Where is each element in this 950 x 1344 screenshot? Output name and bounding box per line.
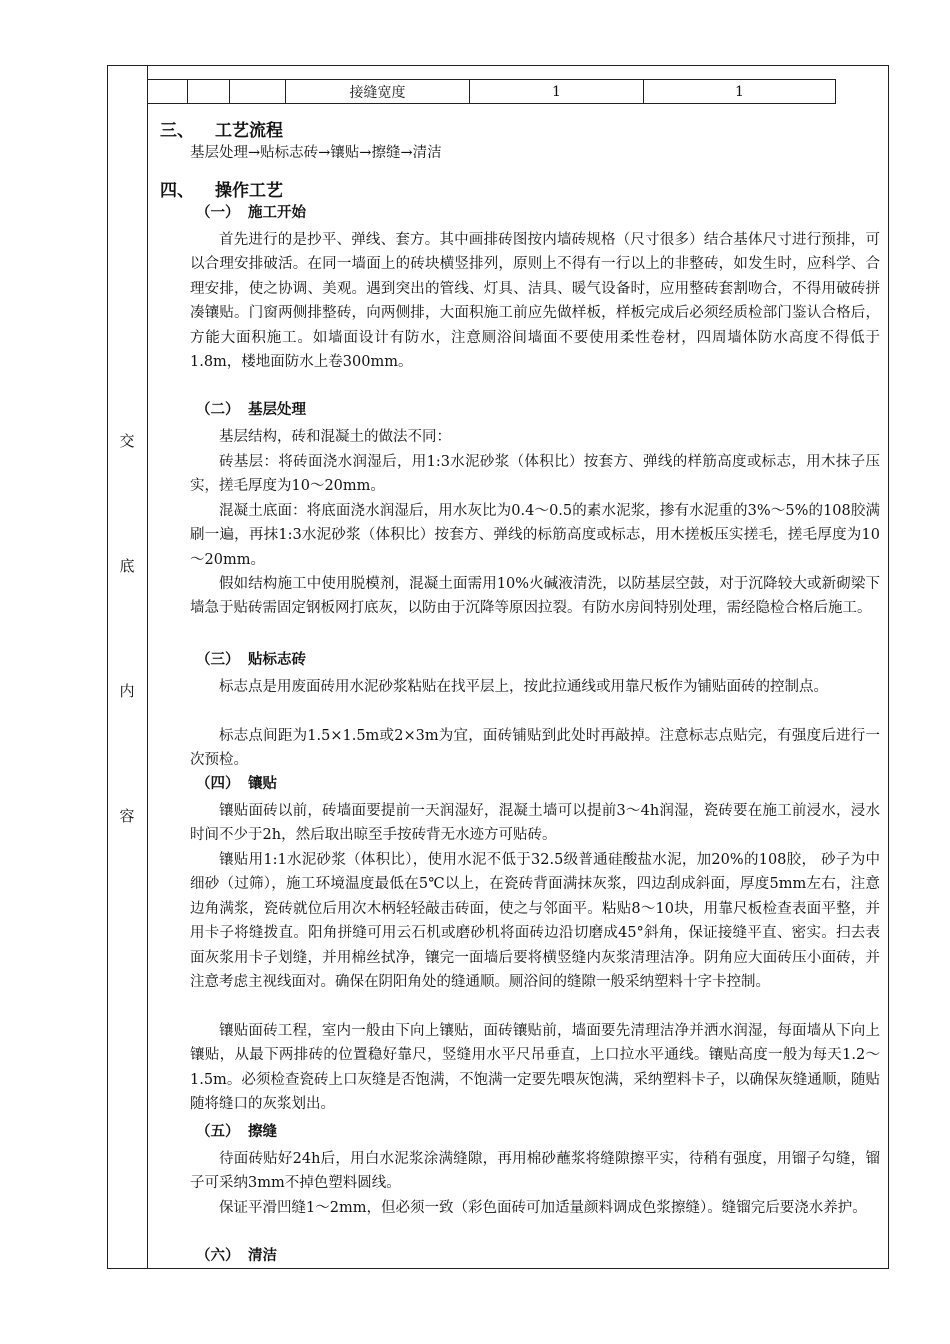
subsection-heading (196, 1120, 277, 1141)
paragraph: 砖基层：将砖面浇水润湿后，用1:3水泥砂浆（体积比）按套方、弹线的样筋高度或标志，用木抹子压实，搓毛厚度为10～20mm。 (190, 453, 880, 494)
paragraph: 标志点间距为1.5×1.5m或2×3m为宜，面砖铺贴到此处时再敲掉。注意标志点贴完，有强度后进行一次预检。 (190, 727, 880, 768)
side-column-divider (147, 65, 148, 1269)
subsection-heading (196, 648, 306, 669)
subsection-title: 镶贴 (248, 776, 277, 792)
side-label-char: 容 (119, 807, 135, 825)
subsection-number: （四） (196, 776, 240, 792)
section-number: 三、 (160, 121, 194, 141)
paragraph: 保证平滑凹缝1～2mm，但必须一致（彩色面砖可加适量颜料调成色浆擦缝）。缝镏完后要浇水养护。 (219, 1199, 867, 1216)
table-cell-value: 1 (470, 80, 644, 104)
paragraph: 基层结构，砖和混凝土的做法不同： (219, 428, 451, 445)
paragraph: 首先进行的是抄平、弹线、套方。其中画排砖图按内墙砖规格（尺寸很多）结合基体尺寸进行预排，可以合理安排破活。在同一墙面上的砖块横竖排列，原则上不得有一行以上的非整砖，如发生时，应科学、合理安排，使之协调、美观。遇到突出的管线、灯具、洁具、暖气设备时，应用整砖套割吻合，不得用破砖拼凑镶贴。门窗两侧排整砖，向两侧排，大面积施工前应先做样板，样板完成后必须经质检部门鉴认合格后，方能大面积施工。如墙面设计有防水，注意厕浴间墙面不要使用柔性卷材，四周墙体防水高度不得低于1.8m，楼地面防水上卷300mm。 (190, 231, 880, 370)
subsection-heading (196, 398, 306, 419)
side-label-char: 内 (119, 682, 135, 700)
section-heading-operation (160, 176, 283, 201)
paragraph: 镶贴面砖工程，室内一般由下向上镶贴，面砖镶贴前，墙面要先清理洁净并洒水润湿，每面墙从下向上镶贴，从最下两排砖的位置稳好靠尺，竖缝用水平尺吊垂直，上口拉水平通线。镶贴高度一般为每天1.2～1.5m。必须检查瓷砖上口灰缝是否饱满，不饱满一定要先喂灰饱满，采纳塑料卡子，以确保灰缝通顺，随贴随将缝口的灰浆划出。 (190, 1022, 880, 1112)
paragraph: 镶贴面砖以前，砖墙面要提前一天润湿好，混凝土墙可以提前3～4h润湿，瓷砖要在施工前浸水，浸水时间不少于2h，然后取出晾至手按砖背无水迹方可贴砖。 (190, 802, 880, 843)
paragraph: 假如结构施工中使用脱模剂，混凝土面需用10%火碱液清洗，以防基层空鼓，对于沉降较大或新砌梁下墙急于贴砖需固定钢板网打底灰，以防由于沉降等原因拉裂。有防水房间特别处理，需经隐检合格后施工。 (190, 575, 880, 616)
subsection-title: 清洁 (248, 1248, 277, 1264)
table-cell-label: 接缝宽度 (286, 80, 470, 104)
paragraph: 标志点是用废面砖用水泥砂浆粘贴在找平层上，按此拉通线或用靠尺板作为铺贴面砖的控制点。 (219, 678, 828, 695)
paragraph: 混凝土底面：将底面浇水润湿后，用水灰比为0.4～0.5的素水泥浆，掺有水泥重的3%～5%的108胶满刷一遍，再抹1:3水泥砂浆（体积比）按套方、弹线的标筋高度或标志，用木搓板压实搓毛，搓毛厚度为10～20mm。 (190, 502, 880, 568)
section-number: 四、 (160, 181, 194, 201)
paragraph: 待面砖贴好24h后，用白水泥浆涂满缝隙，再用棉砂蘸浆将缝隙擦平实，待稍有强度，用镏子勾缝，镏子可采纳3mm不掉色塑料圆线。 (190, 1150, 880, 1191)
section-title: 操作工艺 (215, 181, 283, 201)
table-cell (230, 80, 286, 104)
subsection-title: 贴标志砖 (248, 652, 306, 668)
subsection-number: （二） (196, 402, 240, 418)
subsection-heading (196, 1244, 277, 1265)
subsection-heading (196, 772, 277, 793)
paragraph: 镶贴用1:1水泥砂浆（体积比），使用水泥不低于32.5级普通硅酸盐水泥，加20%的108胶， 砂子为中细砂（过筛），施工环境温度最低在5℃以上，在瓷砖背面满抹灰浆，四边刮成斜面，厚度5mm左右，注意边角满浆，瓷砖就位后用次木柄轻轻敲击砖面，使之与邻面平。粘贴8～10块，用靠尺板检查表面平整，并用卡子将缝拨直。阳角拼缝可用云石机或磨砂机将面砖边沿切磨成45°斜角，保证接缝平直、密实。扫去表面灰浆用卡子划缝，并用棉丝拭净，镶完一面墙后要将横竖缝内灰浆清理洁净。阴角应大面砖压小面砖，并注意考虑主视线面对。确保在阴阳角处的缝通顺。厕浴间的缝隙一般采纳塑料十字卡控制。 (190, 851, 880, 990)
subsection-title: 施工开始 (248, 205, 306, 221)
process-flow: 基层处理→贴标志砖→镶贴→擦缝→清洁 (190, 145, 442, 161)
subsection-number: （三） (196, 652, 240, 668)
subsection-heading (196, 201, 306, 222)
section-heading-process (160, 116, 283, 141)
table-cell (148, 80, 188, 104)
side-label-char: 交 (119, 432, 135, 450)
subsection-number: （六） (196, 1248, 240, 1264)
table-cell (188, 80, 230, 104)
table-row (148, 80, 836, 104)
subsection-number: （一） (196, 205, 240, 221)
side-label-char: 底 (119, 557, 135, 575)
subsection-number: （五） (196, 1124, 240, 1140)
subsection-title: 擦缝 (248, 1124, 277, 1140)
table-cell-value: 1 (644, 80, 836, 104)
subsection-title: 基层处理 (248, 402, 306, 418)
section-title: 工艺流程 (215, 121, 283, 141)
seam-width-table (147, 79, 836, 104)
